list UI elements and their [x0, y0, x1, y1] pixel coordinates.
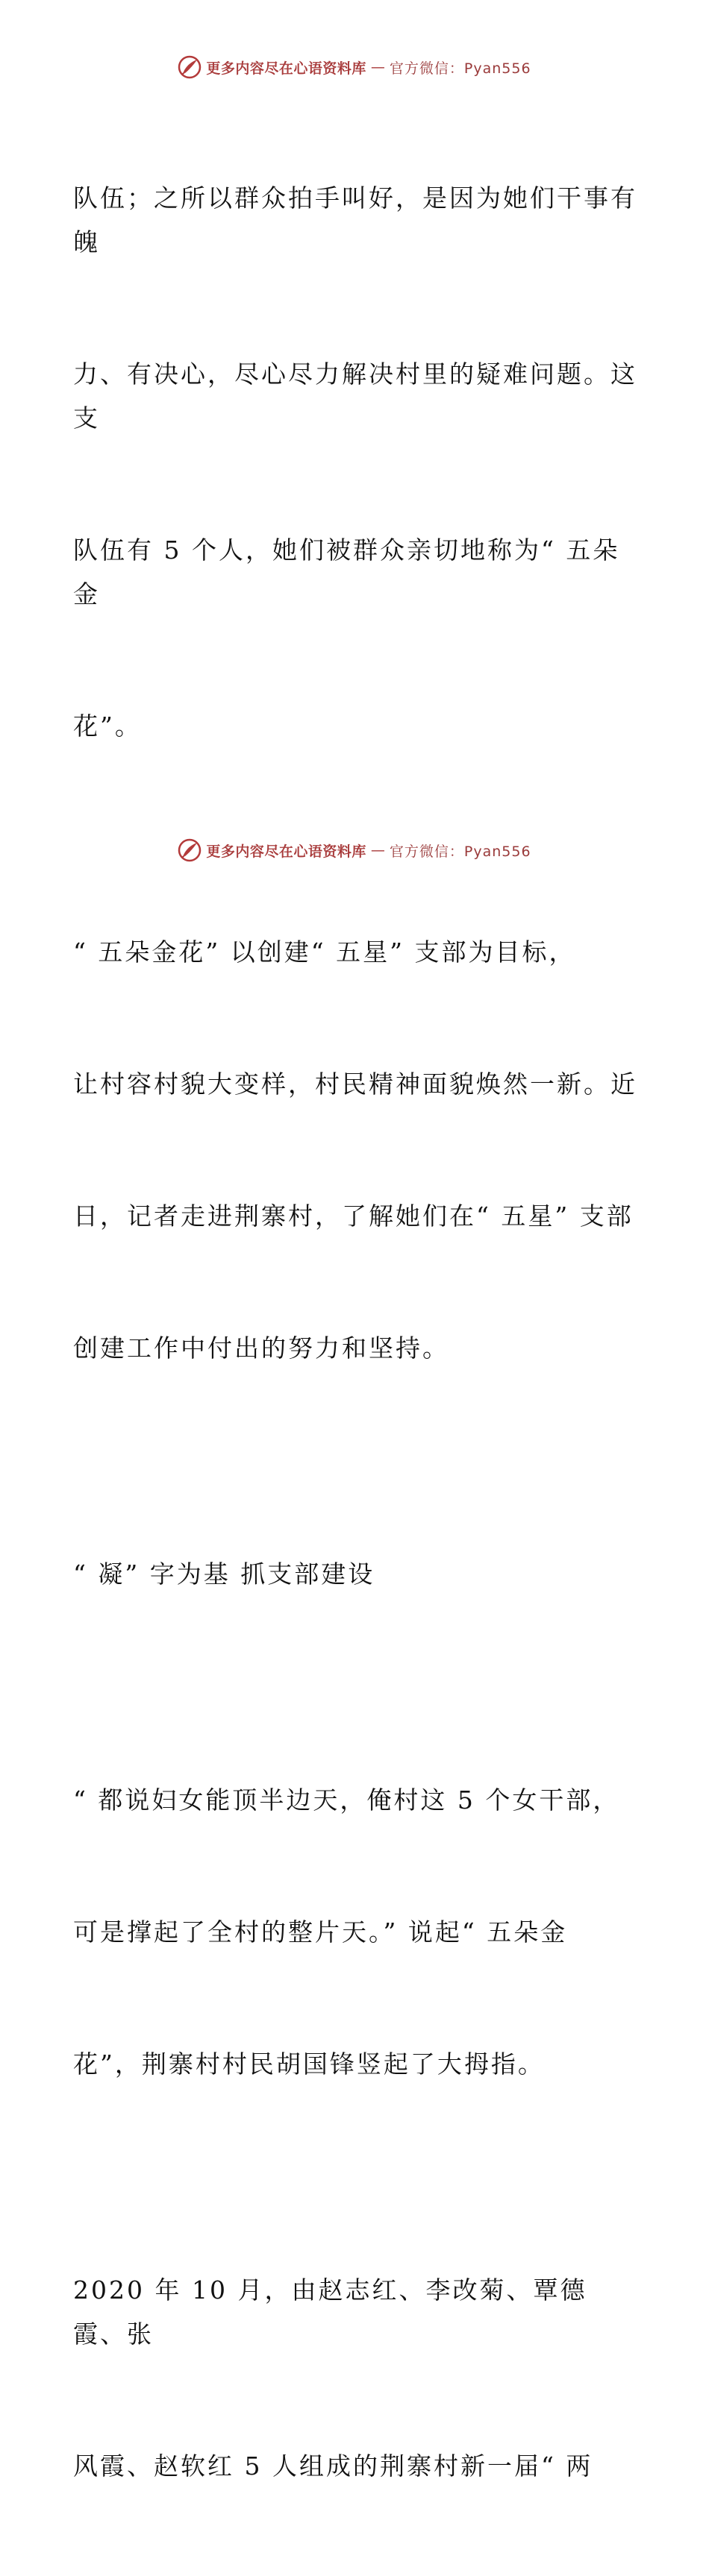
watermark-contact-text: 官方微信：Pyan556 — [389, 843, 531, 860]
section-heading — [73, 1464, 640, 1684]
text-line: 可是撑起了全村的整片天。” 说起“ 五朵金 — [73, 1917, 568, 1947]
paragraph-4 — [73, 2180, 640, 2576]
paragraph-3 — [73, 1690, 640, 2174]
watermark-main-text: 更多内容尽在心语资料库 — [206, 60, 366, 77]
text-line: 队伍；之所以群众拍手叫好，是因为她们干事有魄 — [73, 183, 637, 257]
document-body — [73, 88, 640, 2576]
text-line: 风霞、赵软红 5 人组成的荆寨村新一届“ 两 — [73, 2451, 593, 2481]
text-line: 日，记者走进荆寨村，了解她们在“ 五星” 支部 — [73, 1201, 634, 1231]
watermark-contact-text: 官方微信：Pyan556 — [389, 60, 531, 77]
quill-logo-icon — [178, 55, 202, 79]
header-watermark — [0, 54, 709, 81]
watermark-main-text: 更多内容尽在心语资料库 — [206, 843, 366, 860]
quill-logo-icon — [178, 838, 202, 862]
watermark-separator: — — [370, 59, 385, 75]
text-line: 创建工作中付出的努力和坚持。 — [73, 1333, 449, 1363]
paragraph-1 — [73, 88, 640, 836]
text-line: 让村容村貌大变样，村民精神面貌焕然一新。近 — [73, 1069, 637, 1099]
text-line: 花”。 — [73, 711, 142, 741]
footer-watermark — [0, 837, 709, 864]
watermark-separator: — — [370, 842, 385, 858]
paragraph-2 — [73, 842, 640, 1458]
text-line: “ 五朵金花” 以创建“ 五星” 支部为目标， — [73, 937, 576, 967]
text-line: 2020 年 10 月，由赵志红、李改菊、覃德霞、张 — [73, 2275, 587, 2349]
text-line: 花”，荆寨村村民胡国锋竖起了大拇指。 — [73, 2049, 545, 2079]
text-line: “ 凝” 字为基 抓支部建设 — [73, 1559, 375, 1589]
text-line: 力、有决心，尽心尽力解决村里的疑难问题。这支 — [73, 359, 637, 433]
text-line: “ 都说妇女能顶半边天，俺村这 5 个女干部， — [73, 1785, 620, 1815]
text-line: 队伍有 5 个人，她们被群众亲切地称为“ 五朵金 — [73, 535, 620, 609]
